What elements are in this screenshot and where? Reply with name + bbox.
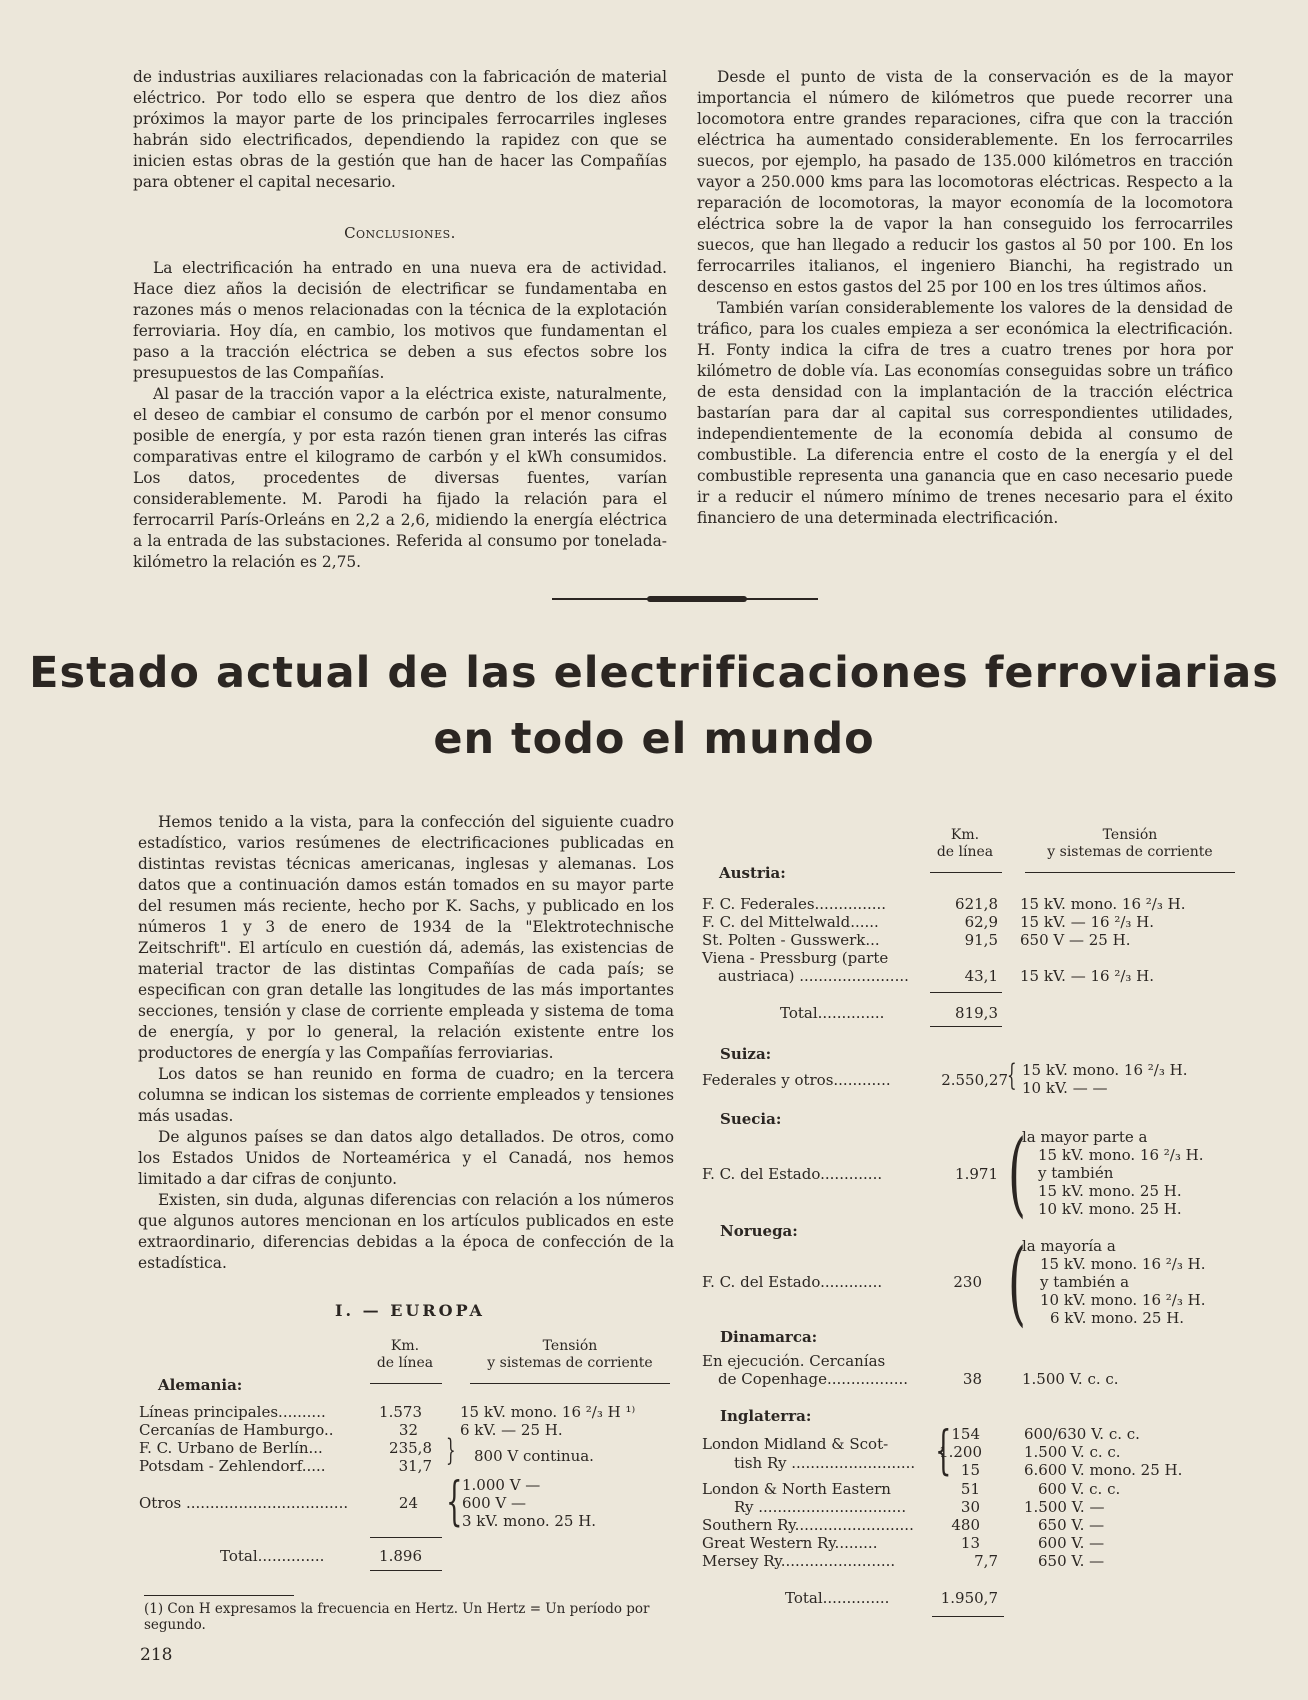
km-value: 2.550,27 — [941, 1071, 1008, 1089]
km-value: 38 — [962, 1370, 982, 1388]
tension-value: 15 kV. mono. 16 ²/₃ H ¹⁾ — [460, 1403, 636, 1421]
table-row: F. C. Federales............... — [702, 895, 887, 913]
km-value: 235,8 — [389, 1439, 432, 1457]
km-value: 1.200 — [939, 1443, 982, 1461]
country-alemania: Alemania: — [158, 1376, 243, 1394]
brace: ( — [1008, 1120, 1026, 1227]
column-header-km: Km. de línea — [376, 1338, 434, 1371]
tension-value: y también a — [1040, 1273, 1130, 1291]
paragraph: Existen, sin duda, algunas diferencias con relación a los números que algunos autores mencionan en los artículos publicados en este extraordinario, diferencias debidas a la época de confección de la estadística. — [138, 1191, 674, 1272]
km-value: 1.971 — [955, 1165, 998, 1183]
paragraph: También varían considerablemente los valores de la densidad de tráfico, para los cuales empieza a ser económica la electrificación. H. Fonty indica la cifra de tres a cuatro trenes por hora por kilómetro de doble vía. Las economías conseguidas sobre un tráfico de esta densidad con la implantación de la tracción eléctrica bastarían para dar al capital sus correspondientes utilidades, independientemente de la economía debida al consumo de combustible. La diferencia entre el costo de la energía y el del combustible representa una ganancia que en caso necesario puede ir a reducir el número mínimo de trenes necesario para el éxito financiero de una determinada electrificación. — [697, 299, 1233, 527]
tension-value: 600 V. — — [1038, 1534, 1105, 1552]
footnote: (1) Con H expresamos la frecuencia en Hertz. Un Hertz = Un período por segundo. — [144, 1601, 650, 1633]
km-value: 230 — [953, 1273, 982, 1291]
table-row: Potsdam - Zehlendorf..... — [139, 1457, 326, 1475]
paragraph: Desde el punto de vista de la conservación es de la mayor importancia el número de kilómetros que puede recorrer una locomotora entre grandes reparaciones, cifra que con la tracción eléctrica ha aumentado considerablemente. En los ferrocarriles suecos, por ejemplo, ha pasado de 135.000 kilómetros en tracción vayor a 250.000 kms para las locomotoras eléctricas. Respecto a la reparación de locomotoras, la mayor economía de la locomotora eléctrica sobre la de vapor la han conseguido los ferrocarriles suecos, que han llegado a reducir los gastos al 50 por 100. En los ferrocarriles italianos, el ingeniero Bianchi, ha registrado un descenso en estos gastos del 25 por 100 en los tres últimos años. — [697, 68, 1233, 296]
tension-value: 15 kV. mono. 25 H. — [1038, 1182, 1182, 1200]
tension-value: y también — [1038, 1164, 1114, 1182]
tension-value: 1.500 V. c. c. — [1024, 1443, 1121, 1461]
column-header-km: Km. de línea — [936, 827, 994, 860]
tension-value: 650 V — 25 H. — [1020, 931, 1131, 949]
tension-value: 6.600 V. mono. 25 H. — [1024, 1461, 1183, 1479]
km-value: 51 — [960, 1480, 980, 1498]
tension-value: 1.500 V. c. c. — [1022, 1370, 1119, 1388]
section-heading-europa: I. — EUROPA — [335, 1301, 485, 1320]
country-austria: Austria: — [719, 864, 786, 882]
tension-value: 6 kV. — 25 H. — [460, 1421, 563, 1439]
table-row: F. C. del Estado............. — [702, 1165, 883, 1183]
tension-value: 600/630 V. c. c. — [1024, 1425, 1140, 1443]
tension-value: la mayor parte a — [1022, 1128, 1148, 1146]
table-row: F. C. Urbano de Berlín... — [139, 1439, 323, 1457]
brace: { — [935, 1421, 952, 1481]
table-row: London & North Eastern — [702, 1480, 891, 1498]
paragraph: Hemos tenido a la vista, para la confección del siguiente cuadro estadístico, varios resúmenes de electrificaciones publicadas en distintas revistas técnicas americanas, inglesas y alemanas. Los datos que a continuación damos están tomados en su mayor parte del resumen más reciente, hecho por K. Sachs, y publicado en los números 1 y 3 de enero de 1934 de la "Elektrotechnische Zeitschrift". El artículo en cuestión dá, además, las existencias de material tractor de las distintas Compañías de cada país; se especifican con gran detalle las longitudes de las más importantes secciones, tensión y clase de corriente empleada y sistema de toma de energía, y por lo general, la relación existente entre los productores de energía y las Compañías ferroviarias. — [138, 813, 674, 1062]
table-row: Southern Ry......................... — [702, 1516, 914, 1534]
tension-value: 15 kV. mono. 16 ²/₃ H. — [1022, 1061, 1188, 1079]
km-value: 621,8 — [955, 895, 998, 913]
article-title-line2: en todo el mundo — [433, 714, 875, 764]
article-title-line1: Estado actual de las electrificaciones ferroviarias — [29, 648, 1279, 698]
total-value: 1.950,7 — [940, 1589, 998, 1607]
km-value: 1.573 — [379, 1403, 422, 1421]
paragraph: De algunos países se dan datos algo detallados. De otros, como los Estados Unidos de Norteamérica y el Canadá, nos hemos limitado a dar cifras de conjunto. — [138, 1128, 674, 1188]
table-row: Mersey Ry........................ — [702, 1552, 896, 1570]
table-row: Viena - Pressburg (parte — [702, 949, 889, 967]
km-value: 15 — [960, 1461, 980, 1479]
country-suecia: Suecia: — [720, 1110, 782, 1128]
tension-value: 15 kV. mono. 16 ²/₃ H. — [1040, 1255, 1206, 1273]
paragraph: Al pasar de la tracción vapor a la eléctrica existe, naturalmente, el deseo de cambiar el consumo de carbón por el menor consumo posible de energía, y por esta razón tienen gran interés las cifras comparativas entre el kilogramo de carbón y el kWh consumidos. Los datos, procedentes de diversas fuentes, varían considerablemente. M. Parodi ha fijado la relación para el ferrocarril París-Orleáns en 2,2 a 2,6, midiendo la energía eléctrica a la entrada de las substaciones. Referida al consumo por tonelada-kilómetro la relación es 2,75. — [133, 385, 667, 571]
country-inglaterra: Inglaterra: — [720, 1407, 812, 1425]
km-value: 154 — [951, 1425, 980, 1443]
table-row: F. C. del Mittelwald...... — [702, 913, 879, 931]
km-value: 13 — [960, 1534, 980, 1552]
table-row: F. C. del Estado............. — [702, 1273, 883, 1291]
total-label: Total.............. — [220, 1547, 325, 1565]
page-number: 218 — [140, 1645, 173, 1665]
paragraph: de industrias auxiliares relacionadas con la fabricación de material eléctrico. Por todo ello se espera que dentro de los diez años próximos la mayor parte de los principales ferrocarriles ingleses habrán sido electrificados, dependiendo la rapidez con que se inicien estas obras de la gestión que han de hacer las Compañías para obtener el capital necesario. — [133, 68, 667, 191]
brace: ( — [1008, 1229, 1026, 1336]
tension-value: 10 kV. mono. 25 H. — [1038, 1200, 1182, 1218]
tension-value: 6 kV. mono. 25 H. — [1050, 1309, 1185, 1327]
brace: } — [446, 1433, 456, 1468]
km-value: 480 — [951, 1516, 980, 1534]
tension-value: 600 V. c. c. — [1038, 1480, 1121, 1498]
total-value: 819,3 — [955, 1004, 998, 1022]
tension-value: 1.500 V. — — [1024, 1498, 1105, 1516]
tension-value: 15 kV. mono. 16 ²/₃ H. — [1020, 895, 1186, 913]
tension-value: 650 V. — — [1038, 1516, 1105, 1534]
table-row: Otros .................................. — [139, 1494, 349, 1512]
tension-value: 15 kV. — 16 ²/₃ H. — [1020, 913, 1155, 931]
km-value: 24 — [398, 1494, 418, 1512]
table-row: Great Western Ry......... — [702, 1534, 878, 1552]
tension-value: 15 kV. — 16 ²/₃ H. — [1020, 967, 1155, 985]
tension-value: 10 kV. — — — [1022, 1079, 1108, 1097]
tension-value: 600 V — — [462, 1494, 526, 1512]
column-header-tension: Tensión y sistemas de corriente — [1047, 827, 1213, 860]
tension-value: 800 V continua. — [474, 1447, 594, 1465]
table-row: de Copenhage................. — [718, 1370, 909, 1388]
tension-value: 650 V. — — [1038, 1552, 1105, 1570]
table-row: Federales y otros............ — [702, 1071, 891, 1089]
table-row: austriaca) ....................... — [718, 967, 909, 985]
table-row: Ry ............................... — [734, 1498, 907, 1516]
table-row: Líneas principales.......... — [139, 1403, 326, 1421]
km-value: 31,7 — [398, 1457, 432, 1475]
km-value: 91,5 — [964, 931, 998, 949]
footnote-rule — [144, 1595, 294, 1596]
tension-value: 3 kV. mono. 25 H. — [462, 1512, 597, 1530]
km-value: 43,1 — [964, 967, 998, 985]
table-row: St. Polten - Gusswerk... — [702, 931, 880, 949]
km-value: 7,7 — [974, 1552, 998, 1570]
country-suiza: Suiza: — [720, 1045, 772, 1063]
paragraph: Los datos se han reunido en forma de cuadro; en la tercera columna se indican los sistemas de corriente empleados y tensiones más usadas. — [138, 1065, 674, 1125]
table-row: tish Ry .......................... — [734, 1454, 916, 1472]
country-noruega: Noruega: — [720, 1222, 798, 1240]
table-row: London Midland & Scot- — [702, 1435, 889, 1453]
km-value: 30 — [960, 1498, 980, 1516]
brace: { — [1007, 1058, 1017, 1093]
tension-value: la mayoría a — [1022, 1237, 1116, 1255]
brace: { — [446, 1472, 463, 1532]
column-header-tension: Tensión y sistemas de corriente — [487, 1338, 653, 1371]
total-label: Total.............. — [780, 1004, 885, 1022]
section-subhead: Conclusiones. — [344, 224, 456, 242]
tension-value: 15 kV. mono. 16 ²/₃ H. — [1038, 1146, 1204, 1164]
km-value: 32 — [398, 1421, 418, 1439]
tension-value: 1.000 V — — [462, 1476, 541, 1494]
total-value: 1.896 — [379, 1547, 422, 1565]
tension-value: 10 kV. mono. 16 ²/₃ H. — [1040, 1291, 1206, 1309]
table-row: Cercanías de Hamburgo.. — [139, 1421, 334, 1439]
total-label: Total.............. — [785, 1589, 890, 1607]
paragraph: La electrificación ha entrado en una nueva era de actividad. Hace diez años la decisión de electrificar se fundamentaba en razones más o menos relacionadas con la técnica de la explotación ferroviaria. Hoy día, en cambio, los motivos que fundamentan el paso a la tracción eléctrica se deben a sus efectos sobre los presupuestos de las Compañías. — [133, 259, 667, 382]
country-dinamarca: Dinamarca: — [720, 1328, 818, 1346]
km-value: 62,9 — [964, 913, 998, 931]
table-row: En ejecución. Cercanías — [702, 1352, 886, 1370]
